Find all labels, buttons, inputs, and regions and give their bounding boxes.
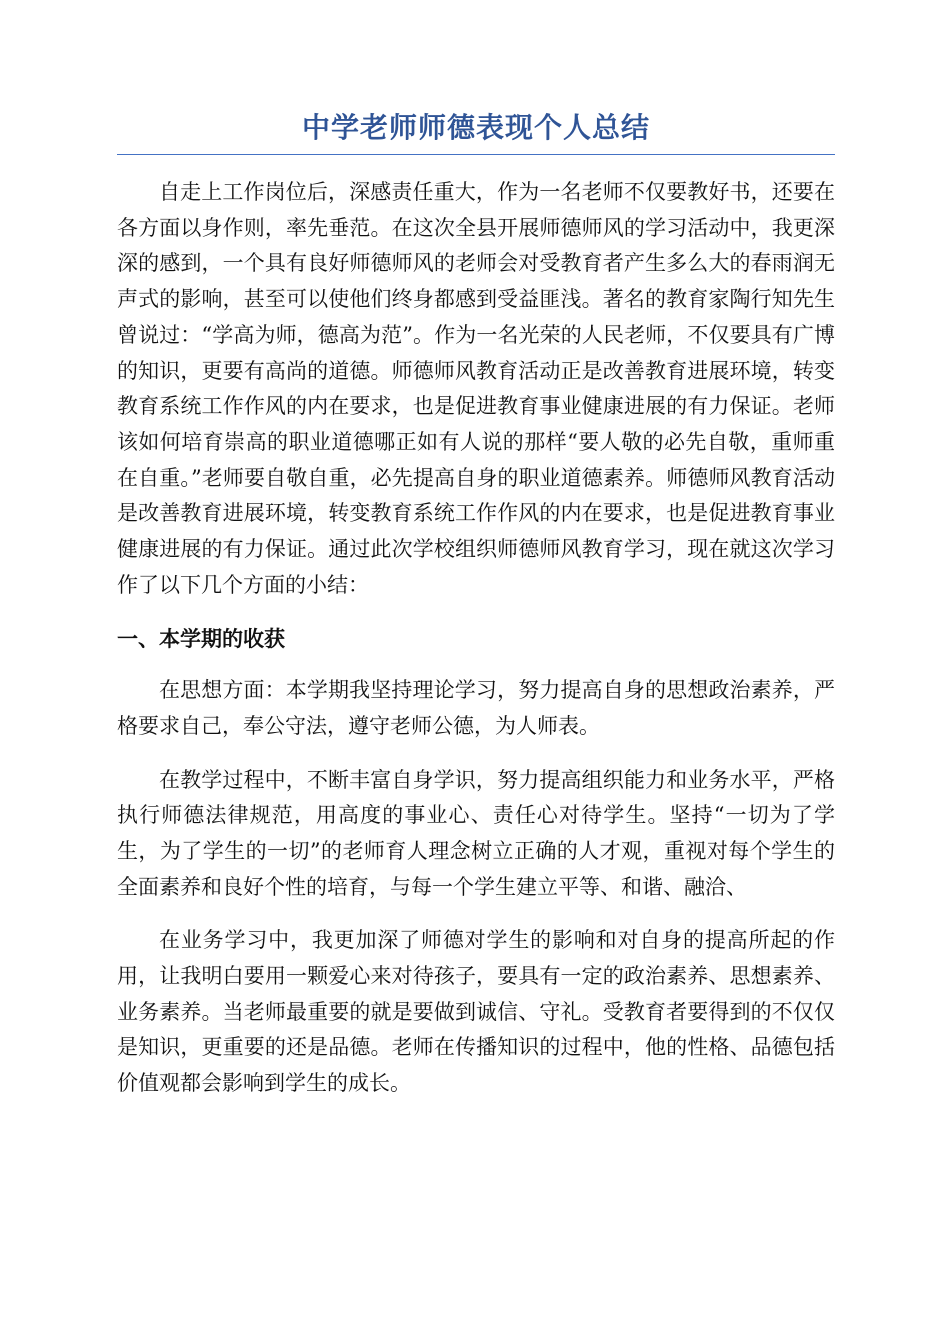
section-paragraph-study: 在业务学习中，我更加深了师德对学生的影响和对自身的提高所起的作用，让我明白要用一颗爱心来对待孩子，要具有一定的政治素养、思想素养、业务素养。当老师最重要的就是要做到诚信、守礼。受教育者要得到的不仅仅是知识，更重要的还是品德。老师在传播知识的过程中，他的性格、品德包括价值观都会影响到学生的成长。 [117,928,835,1096]
document-title: 中学老师师德表现个人总结 [117,108,835,155]
section-paragraph-thought: 在思想方面：本学期我坚持理论学习，努力提高自身的思想政治素养，严格要求自己，奉公守法，遵守老师公德，为人师表。 [117,678,835,738]
intro-paragraph: 自走上工作岗位后，深感责任重大，作为一名老师不仅要教好书，还要在各方面以身作则，率先垂范。在这次全县开展师德师风的学习活动中，我更深深的感到，一个具有良好师德师风的老师会对受教育者产生多么大的春雨润无声式的影响，甚至可以使他们终身都感到受益匪浅。著名的教育家陶行知先生曾说过：“学高为师，德高为范”。作为一名光荣的人民老师，不仅要具有广博的知识，更要有高尚的道德。师德师风教育活动正是改善教育进展环境，转变教育系统工作作风的内在要求，也是促进教育事业健康进展的有力保证。老师该如何培育崇高的职业道德哪正如有人说的那样“要人敬的必先自敬，重师重在自重。”老师要自敬自重，必先提高自身的职业道德素养。师德师风教育活动是改善教育进展环境，转变教育系统工作作风的内在要求，也是促进教育事业健康进展的有力保证。通过此次学校组织师德师风教育学习，现在就这次学习作了以下几个方面的小结： [117,180,835,597]
section-paragraph-teaching: 在教学过程中，不断丰富自身学识，努力提高组织能力和业务水平，严格执行师德法律规范，用高度的事业心、责任心对待学生。坚持“一切为了学生，为了学生的一切”的老师育人理念树立正确的人才观，重视对每个学生的全面素养和良好个性的培育，与每一个学生建立平等、和谐、融洽、 [117,767,835,899]
document-page [117,108,835,1102]
section-heading: 一、本学期的收获 [117,626,285,652]
